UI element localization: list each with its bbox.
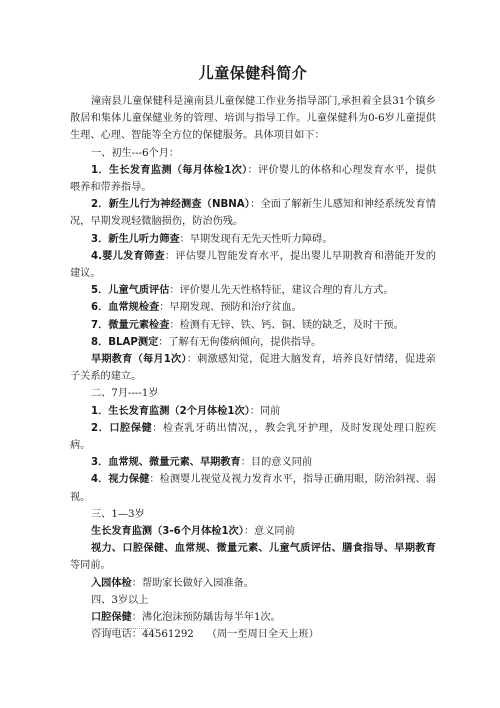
- item-text: ：沸化泡沫预防龋齿每半年1次。: [131, 612, 281, 624]
- section1-item-6: [70, 299, 436, 316]
- section2-item-3: [70, 454, 436, 471]
- item-label: 8．BLAP测定: [91, 336, 159, 348]
- item-label: 1．生长发育监测（每月体检1次）: [91, 164, 248, 176]
- section1-item-2: [70, 196, 436, 230]
- section2-item-2: [70, 420, 436, 454]
- section2-item-4: [70, 471, 436, 505]
- footer-divider: [98, 628, 156, 629]
- section3-heading: 三、1—3岁: [91, 508, 145, 520]
- section3-item-3: [70, 575, 436, 592]
- item-label: 早期教育（每月1次）: [91, 354, 187, 366]
- section2-item-1: [70, 403, 436, 420]
- item-text: ：同前: [249, 405, 281, 417]
- item-text: 等同前。: [70, 560, 111, 572]
- item-text: ：评估婴儿智能发育水平，提出婴儿早期教育和潜能开发的建议。: [70, 250, 436, 280]
- item-label: 6．血常规检查: [91, 302, 160, 314]
- item-label: 5．儿童气质评估: [91, 285, 170, 297]
- item-label: 视力、口腔保健、血常规、微量元素、儿童气质评估、膳食指导、早期教育: [91, 543, 436, 555]
- item-text: ：目的意义同前: [240, 457, 313, 469]
- section1-item-9: [70, 351, 436, 385]
- section2-heading: 二、7月----1岁: [91, 388, 159, 400]
- item-text: ：评价婴儿的体格和心理发育水平，提供喂养和带养指导。: [70, 164, 437, 194]
- item-label: 2．新生儿行为神经测查（NBNA）: [91, 199, 251, 211]
- item-text: ：检测有无锌、铁、钙、铜、镁的缺乏，及时干预。: [169, 319, 404, 331]
- item-text: ：早期发现有无先天性听力障碍。: [179, 233, 333, 245]
- section1-item-7: [70, 317, 436, 334]
- item-text: ：早期发现、预防和治疗贫血。: [159, 302, 302, 314]
- item-label: 7．微量元素检查: [91, 319, 170, 331]
- item-text: ：刺激感知觉，促进大脑发育，培养良好情绪，促进亲子关系的建立。: [70, 354, 436, 383]
- item-label: 生长发育监测（3-6个月体检1次）: [91, 526, 244, 538]
- section1-item-5: [70, 282, 436, 299]
- item-text: ：检测婴儿视觉及视力发育水平，指导正确用眼，防治斜视、弱视。: [70, 474, 436, 503]
- contact-hours: （周一至周日全天上班）: [206, 629, 319, 641]
- item-text: ：全面了解新生儿感知和神经系统发育情况，早期发现轻微脑损伤，防治伤残。: [70, 199, 436, 228]
- item-label: 4.婴儿发育筛查: [91, 250, 165, 262]
- section1-item-4: [70, 248, 436, 282]
- item-label: 入园体检: [91, 577, 132, 589]
- intro-paragraph: 潼南县儿童保健科是潼南县儿童保健工作业务指导部门,承担着全县31个镇乡散居和集体儿童保健业务的管理、培训与指导工作。儿童保健科为0-6岁儿童提供生理、心理、智能等全方位的保健服务。具体项目如下：: [70, 96, 436, 142]
- section1-item-3: [70, 231, 436, 248]
- item-label: 1．生长发育监测（2个月体检1次）: [91, 405, 250, 417]
- item-label: 2．口腔保健: [91, 422, 153, 434]
- item-text: ：意义同前: [243, 526, 295, 538]
- page-title: 儿童保健科简介: [198, 64, 308, 82]
- item-text: ：了解有无佝偻病倾向，提供指导。: [158, 336, 322, 348]
- item-label: 3．新生儿听力筛查: [91, 233, 180, 245]
- item-text: ：检查乳牙萌出情况，，教会乳牙护理，及时发现处理口腔疾病。: [70, 422, 436, 452]
- section4-item-1: [70, 609, 436, 626]
- contact-phone: 44561292: [141, 629, 194, 641]
- section1-item-8: [70, 334, 436, 351]
- section3-item-2: [70, 540, 436, 574]
- section1-heading: 一、初生---6个月：: [91, 147, 180, 159]
- item-text: ：帮助家长做好入园准备。: [131, 577, 254, 589]
- item-text: ：评价婴儿先天性格特征，建议合理的育儿方式。: [169, 285, 394, 297]
- item-label: 3．血常规、微量元素、早期教育: [91, 457, 241, 469]
- section3-item-1: [70, 523, 436, 540]
- item-label: 4．视力保健: [91, 474, 150, 486]
- contact-label: 咨询电话：: [91, 629, 142, 641]
- item-label: 口腔保健: [91, 612, 132, 624]
- section1-item-1: [70, 162, 436, 196]
- section4-heading: 四、3岁以上: [91, 594, 149, 606]
